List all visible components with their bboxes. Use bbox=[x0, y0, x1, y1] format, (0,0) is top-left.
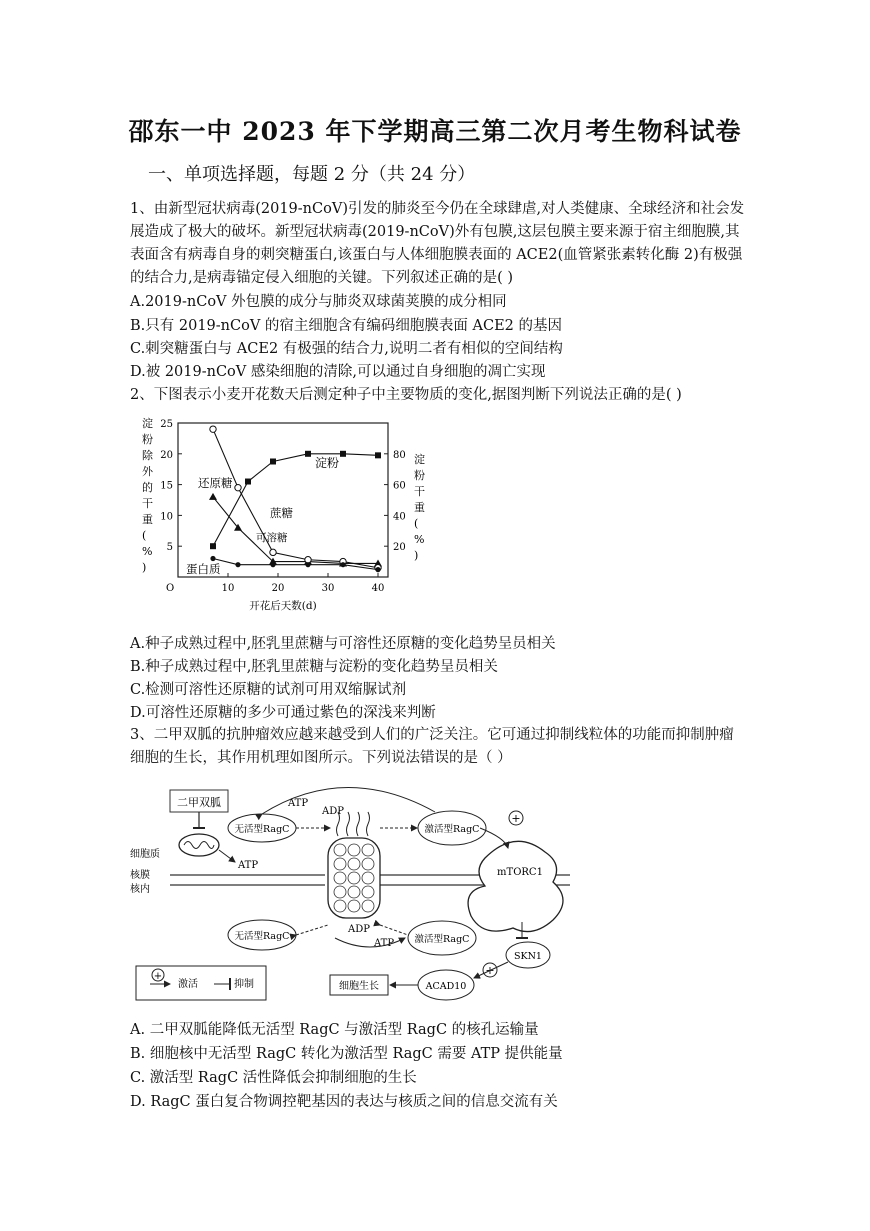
q1-option-c: C.刺突糖蛋白与 ACE2 有极强的结合力,说明二者有相似的空间结构 bbox=[130, 341, 563, 357]
svg-text:ACAD10: ACAD10 bbox=[425, 981, 467, 992]
y-tick-label: 5 bbox=[166, 542, 173, 554]
adp-label-2: ADP bbox=[348, 924, 370, 935]
point-蛋白质 bbox=[210, 556, 215, 561]
q1-option-a: A.2019-nCoV 外包膜的成分与肺炎双球菌荚膜的成分相同 bbox=[130, 294, 507, 310]
y-right-axis-label-char: 重 bbox=[414, 501, 425, 514]
svg-text:激活型RagC: 激活型RagC bbox=[424, 824, 480, 835]
svg-text:激活型RagC: 激活型RagC bbox=[414, 934, 470, 945]
atp-label-1: ATP bbox=[238, 860, 259, 871]
y-right-tick-label: 80 bbox=[393, 449, 406, 461]
point-蛋白质 bbox=[375, 567, 380, 572]
point-淀粉 bbox=[210, 543, 216, 549]
point-蛋白质 bbox=[340, 562, 345, 567]
plot-frame bbox=[178, 423, 388, 577]
point-蔗糖 bbox=[210, 426, 216, 432]
y-axis-label-char: ( bbox=[142, 529, 147, 542]
svg-text:mTORC1: mTORC1 bbox=[497, 867, 543, 878]
point-淀粉 bbox=[340, 451, 346, 457]
svg-text:无活型RagC: 无活型RagC bbox=[234, 931, 290, 942]
y-axis-label-char: 干 bbox=[142, 497, 153, 510]
y-axis-label-char: 淀 bbox=[142, 417, 153, 430]
legend-activate: 激活 bbox=[178, 979, 198, 990]
svg-text:SKN1: SKN1 bbox=[514, 951, 542, 962]
y-tick-label: 20 bbox=[160, 449, 173, 461]
y-right-axis-label-char: ) bbox=[414, 549, 419, 562]
membrane-label: 核膜 bbox=[130, 870, 150, 881]
y-right-tick-label: 60 bbox=[393, 480, 406, 492]
y-right-axis-label-char: 粉 bbox=[414, 469, 425, 482]
svg-text:+: + bbox=[511, 812, 521, 825]
nucleus-label: 核内 bbox=[130, 884, 150, 895]
y-axis-label-char: 的 bbox=[142, 481, 153, 494]
y-axis-label-char: 重 bbox=[142, 513, 153, 526]
point-蛋白质 bbox=[235, 562, 240, 567]
point-淀粉 bbox=[305, 451, 311, 457]
x-tick-label: 40 bbox=[371, 583, 385, 594]
q3-option-a: A. 二甲双胍能降低无活型 RagC 与激活型 RagC 的核孔运输量 bbox=[130, 1022, 539, 1038]
chart-series bbox=[209, 426, 382, 572]
y-right-axis-label-char: ( bbox=[414, 517, 419, 530]
mtorc1-complex bbox=[468, 841, 563, 931]
y-axis-label-char: 粉 bbox=[142, 433, 153, 446]
chart-axes bbox=[178, 423, 388, 577]
q3-option-d: D. RagC 蛋白复合物调控靶基因的表达与核质之间的信息交流有关 bbox=[130, 1094, 558, 1110]
x-axis-label: 开花后天数(d) bbox=[249, 600, 317, 612]
y-axis-label-char: 除 bbox=[142, 449, 153, 462]
y-right-tick-label: 20 bbox=[393, 542, 406, 554]
chart-text bbox=[142, 416, 425, 612]
mitochondrion-icon bbox=[179, 834, 219, 856]
series-line-淀粉 bbox=[213, 454, 378, 546]
q2-option-b: B.种子成熟过程中,胚乳里蔗糖与淀粉的变化趋势呈员相关 bbox=[130, 659, 498, 675]
point-蔗糖 bbox=[305, 557, 311, 563]
y-tick-label: 10 bbox=[160, 511, 173, 523]
point-淀粉 bbox=[270, 459, 276, 465]
q1-stem: 1、由新型冠状病毒(2019-nCoV)引发的肺炎至今仍在全球肆虐,对人类健康、全球经济和社会发展造成了极大的破坏。新型冠状病毒(2019-nCoV)外有包膜,这层包膜主要来源于宿主细胞膜,其表面含有病毒自身的刺突糖蛋白,该蛋白与人体细胞膜表面的 ACE2(血管紧张素转化酶 2)有极强的结合力,是病毒锚定侵入细胞的关键。下列叙述正确的是( ) bbox=[130, 201, 745, 286]
seed-composition-chart bbox=[130, 405, 440, 620]
point-蛋白质 bbox=[305, 562, 310, 567]
adp-label-1: ADP bbox=[322, 806, 344, 817]
x-tick-label: 20 bbox=[271, 583, 285, 594]
point-蔗糖 bbox=[270, 549, 276, 555]
y-axis-label-char: 外 bbox=[142, 465, 153, 478]
q3-stem: 3、二甲双胍的抗肿瘤效应越来越受到人们的广泛关注。它可通过抑制线粒体的功能而抑制肿瘤细胞的生长，其作用机理如图所示。下列说法错误的是（ ） bbox=[130, 727, 734, 766]
metformin-label: 二甲双胍 bbox=[177, 796, 221, 809]
label-reducing-sugar: 还原糖 bbox=[198, 476, 233, 490]
point-还原糖 bbox=[209, 493, 217, 500]
point-蛋白质 bbox=[270, 562, 275, 567]
legend-inhibit: 抑制 bbox=[234, 979, 254, 990]
q2-stem: 2、下图表示小麦开花数天后测定种子中主要物质的变化,据图判断下列说法正确的是( ) bbox=[130, 387, 682, 403]
atp-label-2: ATP bbox=[288, 798, 309, 809]
label-sucrose: 蔗糖 bbox=[270, 506, 293, 520]
q3-option-c: C. 激活型 RagC 活性降低会抑制细胞的生长 bbox=[130, 1070, 417, 1086]
label-soluble-sugar: 可溶糖 bbox=[256, 532, 288, 544]
q2-option-d: D.可溶性还原糖的多少可通过紫色的深浅来判断 bbox=[130, 705, 436, 721]
svg-text:+: + bbox=[485, 964, 495, 977]
series-line-蔗糖 bbox=[213, 429, 378, 568]
y-right-axis-label-char: 淀 bbox=[414, 453, 425, 466]
y-axis-label-char: % bbox=[142, 545, 153, 558]
q2-option-c: C.检测可溶性还原糖的试剂可用双缩脲试剂 bbox=[130, 682, 407, 698]
x-tick-label: 30 bbox=[321, 583, 335, 594]
svg-text:细胞生长: 细胞生长 bbox=[339, 981, 379, 992]
section-heading: 一、单项选择题，每题 2 分（共 24 分） bbox=[148, 164, 476, 185]
q1-option-b: B.只有 2019-nCoV 的宿主细胞含有编码细胞膜表面 ACE2 的基因 bbox=[130, 318, 563, 334]
atp-label-3: ATP bbox=[374, 938, 395, 949]
svg-text:无活型RagC: 无活型RagC bbox=[234, 824, 290, 835]
y-right-axis-label-char: % bbox=[414, 533, 425, 546]
nuclear-pore-icon bbox=[328, 812, 380, 918]
y-right-axis-label-char: 干 bbox=[414, 485, 425, 498]
y-right-tick-label: 40 bbox=[393, 511, 406, 523]
point-蔗糖 bbox=[235, 484, 241, 490]
y-tick-label: 25 bbox=[160, 419, 173, 430]
point-淀粉 bbox=[245, 479, 251, 485]
x-tick-label: 10 bbox=[221, 583, 235, 594]
origin-label: O bbox=[166, 583, 175, 594]
metformin-mechanism-diagram bbox=[130, 780, 580, 1010]
svg-text:+: + bbox=[153, 971, 163, 982]
page-title: 邵东一中 2023 年下学期高三第二次月考生物科试卷 bbox=[128, 117, 742, 146]
q2-option-a: A.种子成熟过程中,胚乳里蔗糖与可溶性还原糖的变化趋势呈员相关 bbox=[130, 636, 556, 652]
q3-option-b: B. 细胞核中无活型 RagC 转化为激活型 RagC 需要 ATP 提供能量 bbox=[130, 1046, 563, 1062]
q1-option-d: D.被 2019-nCoV 感染细胞的清除,可以通过自身细胞的凋亡实现 bbox=[130, 364, 546, 380]
point-淀粉 bbox=[375, 452, 381, 458]
y-axis-label-char: ) bbox=[142, 561, 147, 574]
label-starch: 淀粉 bbox=[315, 456, 340, 470]
label-protein: 蛋白质 bbox=[186, 562, 221, 576]
cytoplasm-label: 细胞质 bbox=[130, 849, 160, 860]
y-tick-label: 15 bbox=[160, 480, 173, 492]
